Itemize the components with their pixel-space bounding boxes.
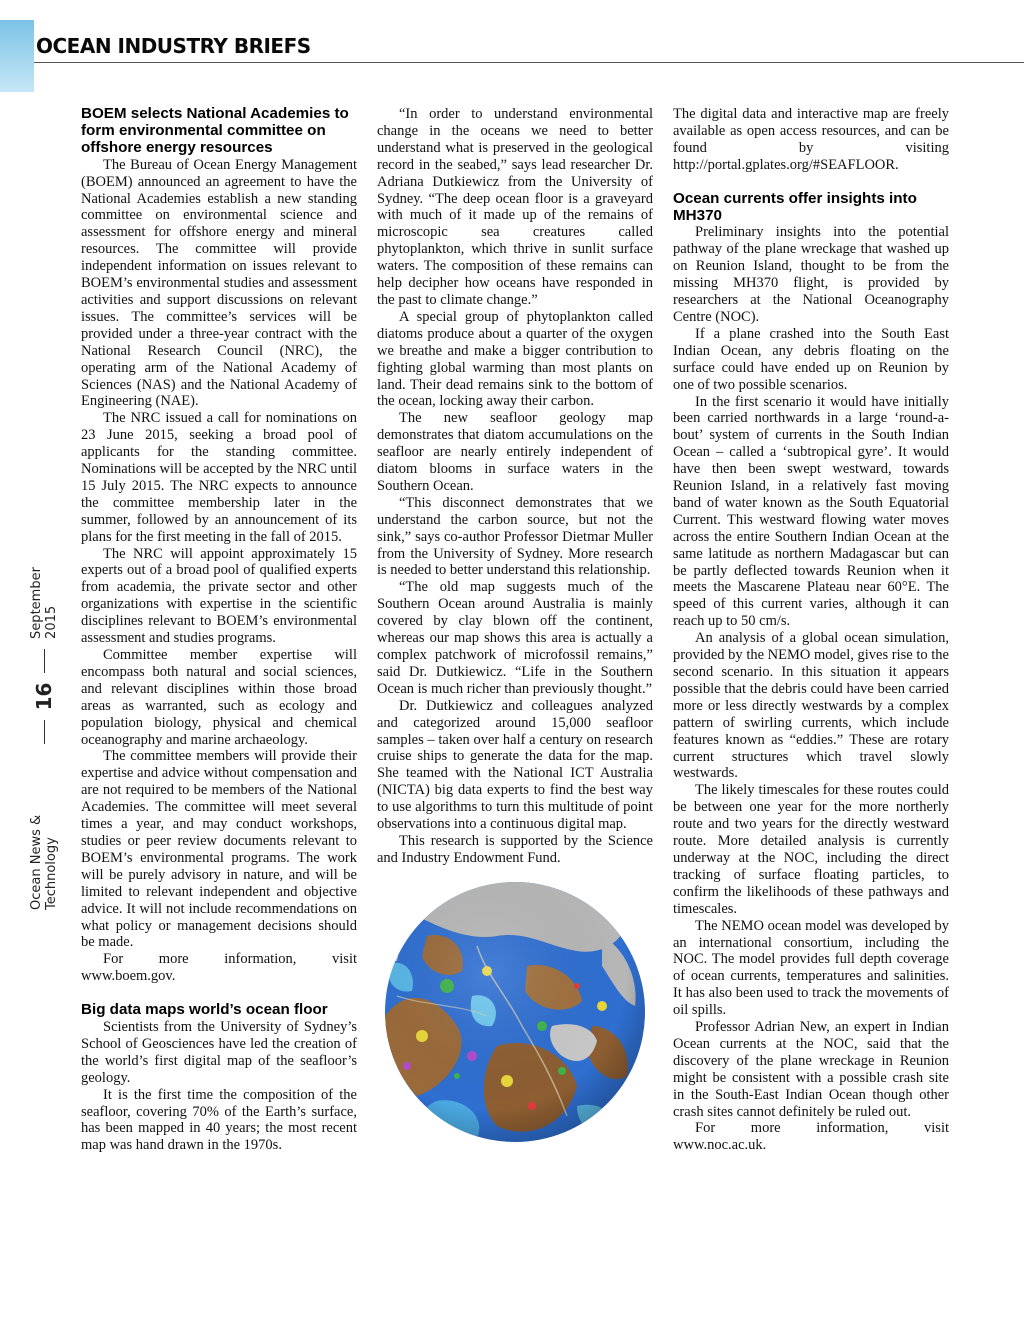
boem-paragraph: The committee members will provide their expertise and advice without compensation and are not required to be members of the National Academies. The committee will meet several times a year, and may conduct workshops, studies or peer review documents relevant to BOEM’s environmental programs. The work will be purely advisory in nature, and will be limited to relevant independent and objective advice. It will not include recommendations on what policy or management decisions should be made. xyxy=(81,748,357,951)
section-title: OCEAN INDUSTRY BRIEFS xyxy=(36,34,311,58)
boem-headline: BOEM selects National Academies to form environmental committee on offshore energy resources xyxy=(81,105,349,156)
seafloor-paragraph: The new seafloor geology map demonstrates that diatom accumulations on the seafloor are nearly entirely independent of diatom blooms in surface waters in the Southern Ocean. xyxy=(377,410,653,494)
seafloor-paragraph: This research is supported by the Science and Industry Endowment Fund. xyxy=(377,832,653,866)
column-2 xyxy=(377,106,653,1148)
publication-name: Ocean News & Technology xyxy=(29,814,59,910)
boem-paragraph: Committee member expertise will encompass both natural and social sciences, and relevant disciplines within those broad areas as warranted, such as ecology and population biology, physical and chemical oceanography and marine archaeology. xyxy=(81,647,357,748)
mh370-paragraph: The NEMO ocean model was developed by an international consortium, including the NOC. The model provides full depth coverage of ocean currents, temperatures and salinities. It has also been used to track the movements of oil spills. xyxy=(673,917,949,1019)
mh370-paragraph: If a plane crashed into the South East Indian Ocean, any debris floating on the surface could have ended up on Reunion by one of two possible scenarios. xyxy=(673,325,949,393)
seafloor-headline: Big data maps world’s ocean floor xyxy=(81,1001,328,1019)
mh370-paragraph: Preliminary insights into the potential pathway of the plane wreckage that washed up on Reunion Island, thought to be from the missing MH370 flight, is provided by researchers at the National Oceanography Centre (NOC). xyxy=(673,224,949,325)
column-1 xyxy=(81,106,357,1154)
boem-paragraph: The NRC issued a call for nominations on 23 June 2015, seeking a broad pool of applicants for the standing committee. Nominations will be accepted by the NRC until 15 July 2015. The NRC expects to announce the committee membership later in the summer, followed by an announcement of its plans for the first meeting in the fall of 2015. xyxy=(81,410,357,545)
seafloor-paragraph: “This disconnect demonstrates that we understand the carbon source, but not the sink,” says co-author Professor Dietmar Muller from the University of Sydney. More research is needed to better understand this relationship. xyxy=(377,494,653,579)
sidebar-folio xyxy=(18,540,70,910)
seafloor-paragraph: A special group of phytoplankton called diatoms produce about a quarter of the oxygen we breathe and make a bigger contribution to fighting global warming than most plants on land. Their dead remains sink to the bottom of the ocean, locking away their carbon. xyxy=(377,308,653,410)
mh370-paragraph: The likely timescales for these routes could be between one year for the more northerly route and two years for the directly westward route. More detailed analysis is currently underway at the NOC, including the direct tracking of surface floating particles, to confirm the likelihoods of these pathways and timescales. xyxy=(673,782,949,917)
mh370-paragraph: An analysis of a global ocean simulation, provided by the NEMO model, gives rise to the second scenario. In this situation it appears possible that the debris could have been carried more or less directly westwards by a complex pattern of swirling currents, which include features known as “eddies.” These are rotary current structures which travel slowly westwards. xyxy=(673,630,949,782)
mh370-paragraph: For more information, visit www.noc.ac.uk. xyxy=(673,1120,949,1154)
column-3 xyxy=(673,106,949,1154)
seafloor-paragraph: Scientists from the University of Sydney’s School of Geosciences have led the creation of the world’s first digital map of the seafloor’s geology. xyxy=(81,1019,357,1086)
folio-divider xyxy=(44,649,45,673)
seafloor-paragraph: “The old map suggests much of the Southern Ocean around Australia is mainly covered by clay blown off the continent, whereas our map shows this area is actually a complex patchwork of microfossil remains,” said Dr. Dutkiewicz. “Life in the Southern Ocean is much richer than previously thought.” xyxy=(377,579,653,697)
seafloor-globe-image xyxy=(377,876,653,1148)
seafloor-paragraph: “In order to understand environmental change in the oceans we need to better understand what is preserved in the geological record in the seabed,” says lead researcher Dr. Adriana Dutkiewicz from the University of Sydney. “The deep ocean floor is a graveyard with much of it made up of the remains of microscopic sea creatures called phytoplankton, which thrive in sunlit surface waters. The composition of these remains can help decipher how oceans have responded in the past to climate change.” xyxy=(377,106,653,308)
folio-divider xyxy=(44,720,45,744)
boem-paragraph: The NRC will appoint approximately 15 experts out of a broad pool of qualified experts from academia, the private sector and other organizations with expertise in the scientific disciplines relevant to BOEM’s environmental assessment and studies programs. xyxy=(81,545,357,647)
seafloor-paragraph: The digital data and interactive map are freely available as open access resources, and can be found by visiting http://portal.gplates.org/#SEAFLOOR. xyxy=(673,106,949,173)
page-number: 16 xyxy=(32,682,56,711)
issue-date: September 2015 xyxy=(29,567,59,639)
header-accent-band xyxy=(0,20,34,92)
boem-paragraph: The Bureau of Ocean Energy Management (BOEM) announced an agreement to have the National Academies establish a new standing committee on environmental science and assessment for offshore energy and mineral resources. The committee will provide independent information on issues relevant to BOEM’s environmental studies and assessment activities and support discussions on relevant issues. The committee’s services will be provided under a three-year contract with the National Research Council (NRC), the operating arm of the National Academy of Sciences (NAS) and the National Academy of Engineering (NAE). xyxy=(81,156,357,410)
mh370-paragraph: Professor Adrian New, an expert in Indian Ocean currents at the NOC, said that the discovery of the plane wreckage in Reunion might be consistent with a possible crash site in the South-East Indian Ocean though other crash sites cannot definitely be ruled out. xyxy=(673,1019,949,1120)
mh370-paragraph: In the first scenario it would have initially been carried northwards in a large ‘round-a-bout’ system of currents in the South Indian Ocean – called a ‘subtropical gyre’. It would have then been swept westward, towards Reunion Island, in a relatively fast moving band of water known as the South Equatorial Current. This westward flowing water moves across the entire Southern Indian Ocean at the same latitude as northern Madagascar but can be partly deflected towards Reunion when it meets the Mascarene Plateau near 60°E. The speed of this current varies, although it can reach up to 50 cm/s. xyxy=(673,393,949,630)
seafloor-paragraph: It is the first time the composition of the seafloor, covering 70% of the Earth’s surface, has been mapped in 40 years; the most recent map was hand drawn in the 1970s. xyxy=(81,1086,357,1154)
header-rule xyxy=(34,62,1024,63)
boem-paragraph: For more information, visit www.boem.gov. xyxy=(81,951,357,985)
mh370-headline: Ocean currents offer insights into MH370 xyxy=(673,189,917,224)
seafloor-paragraph: Dr. Dutkiewicz and colleagues analyzed and categorized around 15,000 seafloor samples – taken over half a century on research cruise ships to generate the data for the map. She teamed with the National ICT Australia (NICTA) big data experts to find the best way to use algorithms to turn this multitude of point observations into a continuous digital map. xyxy=(377,697,653,833)
